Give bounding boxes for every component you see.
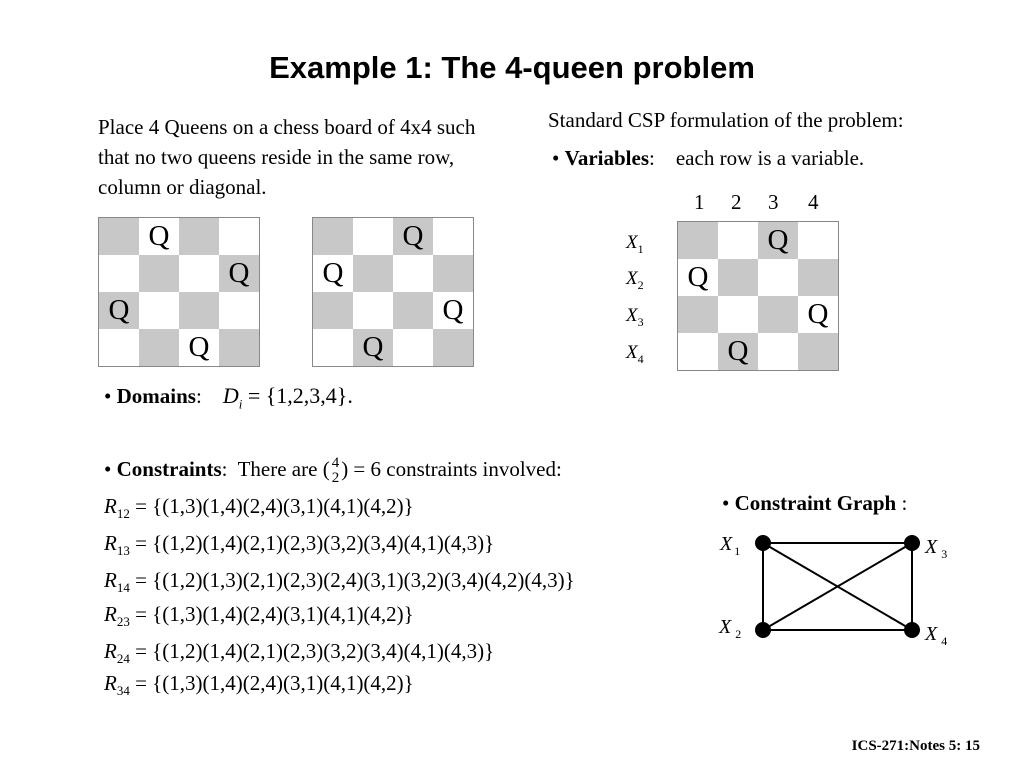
board-square xyxy=(219,255,259,292)
board-square xyxy=(139,329,179,366)
board-square xyxy=(433,255,473,292)
queen-piece: Q xyxy=(362,331,384,363)
board-square xyxy=(179,329,219,366)
slide-title: Example 1: The 4-queen problem xyxy=(269,50,755,85)
relation-r23: $R_{23} = \{(1,3)(1,4)(2,4)(3,1)(4,1)(4,2)\}$ xyxy=(104,602,414,630)
queen-piece: Q xyxy=(188,331,210,363)
board-square xyxy=(433,329,473,366)
relation-r34: $R_{34} = \{(1,3)(1,4)(2,4)(3,1)(4,1)(4,2)\}$ xyxy=(104,671,414,699)
slide-footer: ICS-271:Notes 5: 15 xyxy=(851,738,980,754)
queen-piece: Q xyxy=(402,220,424,252)
constraints-line: • Constraints: There are ( 4 2) = 6 constraints involved: xyxy=(104,455,562,486)
row-variable-x4: $X_4$ xyxy=(626,342,644,366)
board-square xyxy=(758,259,798,296)
board-square xyxy=(678,259,718,296)
column-header-4: 4 xyxy=(808,190,819,214)
board-square xyxy=(139,255,179,292)
constraints-count-text: ) = 6 constraints involved: xyxy=(341,456,562,481)
board-square xyxy=(393,329,433,366)
board-square xyxy=(433,218,473,255)
constraint-graph-heading: • Constraint Graph : xyxy=(722,491,908,515)
board-square xyxy=(313,329,353,366)
queen-piece: Q xyxy=(442,294,464,326)
column-header-2: 2 xyxy=(731,190,742,214)
queen-piece: Q xyxy=(108,294,130,326)
node-label-x1: X $_1$ xyxy=(720,533,741,558)
node-label-x3: X $_3$ xyxy=(925,536,948,561)
board-square xyxy=(139,292,179,329)
problem-description: Place 4 Queens on a chess board of 4x4 such that no two queens reside in the same row, column or diagonal. xyxy=(98,115,476,199)
column-header-1: 1 xyxy=(694,190,705,214)
board-square xyxy=(393,255,433,292)
bullet: • xyxy=(552,146,560,170)
node-label-x4: X $_4$ xyxy=(925,623,948,648)
board-square xyxy=(353,218,393,255)
queen-piece: Q xyxy=(148,220,170,252)
relation-r12: $R_{12} = \{(1,3)(1,4)(2,4)(3,1)(4,1)(4,2)\}$ xyxy=(104,494,414,522)
row-variable-x1: $X_1$ xyxy=(626,232,644,256)
board-square xyxy=(99,255,139,292)
column-header-3: 3 xyxy=(768,190,779,214)
bullet: • xyxy=(104,384,112,408)
board-square xyxy=(313,255,353,292)
domains-formula: $D_i = \{1,2,3,4\}$. xyxy=(222,383,353,412)
board-square xyxy=(99,292,139,329)
board-square xyxy=(99,329,139,366)
relation-r13: $R_{13} = \{(1,2)(1,4)(2,1)(2,3)(3,2)(3,4)(4,1)(4,3)\}$ xyxy=(104,531,495,559)
board-square xyxy=(758,333,798,370)
chessboard-example-1 xyxy=(98,217,260,367)
variables-text: each row is a variable. xyxy=(675,146,865,170)
board-square xyxy=(313,292,353,329)
board-square xyxy=(139,218,179,255)
board-square xyxy=(219,329,259,366)
constraint-graph xyxy=(700,520,960,660)
relation-r14: $R_{14} = \{(1,2)(1,3)(2,1)(2,3)(2,4)(3,1)(3,2)(3,4)(4,2)(4,3)\}$ xyxy=(104,568,575,596)
domains-line: • Domains: $D_i = \{1,2,3,4\}$. xyxy=(104,383,353,412)
board-square xyxy=(393,292,433,329)
board-square xyxy=(219,292,259,329)
board-square xyxy=(393,218,433,255)
board-square xyxy=(798,296,838,333)
board-square xyxy=(353,292,393,329)
bullet: • xyxy=(104,456,112,481)
domains-label: Domains xyxy=(116,384,196,408)
relation-r24: $R_{24} = \{(1,2)(1,4)(2,1)(2,3)(3,2)(3,4)(4,1)(4,3)\}$ xyxy=(104,639,495,667)
board-square xyxy=(718,333,758,370)
board-square xyxy=(798,222,838,259)
variables-label: Variables xyxy=(564,146,650,170)
binomial-coefficient: 4 2 xyxy=(331,455,340,486)
queen-piece: Q xyxy=(687,261,709,293)
board-square xyxy=(313,218,353,255)
board-square xyxy=(179,292,219,329)
queen-piece: Q xyxy=(322,257,344,289)
node-x1 xyxy=(755,535,771,551)
board-square xyxy=(678,333,718,370)
row-variable-x3: $X_3$ xyxy=(626,305,644,329)
board-square xyxy=(718,259,758,296)
node-label-x2: X $_2$ xyxy=(719,616,742,641)
board-square xyxy=(758,296,798,333)
queen-piece: Q xyxy=(228,257,250,289)
board-square xyxy=(433,292,473,329)
queen-piece: Q xyxy=(807,298,829,330)
board-square xyxy=(758,222,798,259)
board-square xyxy=(219,218,259,255)
node-x4 xyxy=(904,622,920,638)
board-square xyxy=(179,218,219,255)
row-variable-x2: $X_2$ xyxy=(626,268,644,292)
board-square xyxy=(99,218,139,255)
chessboard-csp xyxy=(677,221,839,371)
board-square xyxy=(353,329,393,366)
board-square xyxy=(718,296,758,333)
constraints-label: Constraints xyxy=(116,456,222,481)
board-square xyxy=(678,296,718,333)
board-square xyxy=(798,333,838,370)
board-square xyxy=(798,259,838,296)
board-square xyxy=(718,222,758,259)
node-x2 xyxy=(755,622,771,638)
board-square xyxy=(179,255,219,292)
variables-line: • Variables: each row is a variable. xyxy=(552,146,865,170)
queen-piece: Q xyxy=(767,224,789,256)
board-square xyxy=(678,222,718,259)
board-square xyxy=(353,255,393,292)
binomial-open: ( xyxy=(322,456,330,481)
queen-piece: Q xyxy=(727,335,749,367)
node-x3 xyxy=(904,535,920,551)
csp-heading: Standard CSP formulation of the problem: xyxy=(548,108,904,132)
chessboard-example-2 xyxy=(312,217,474,367)
